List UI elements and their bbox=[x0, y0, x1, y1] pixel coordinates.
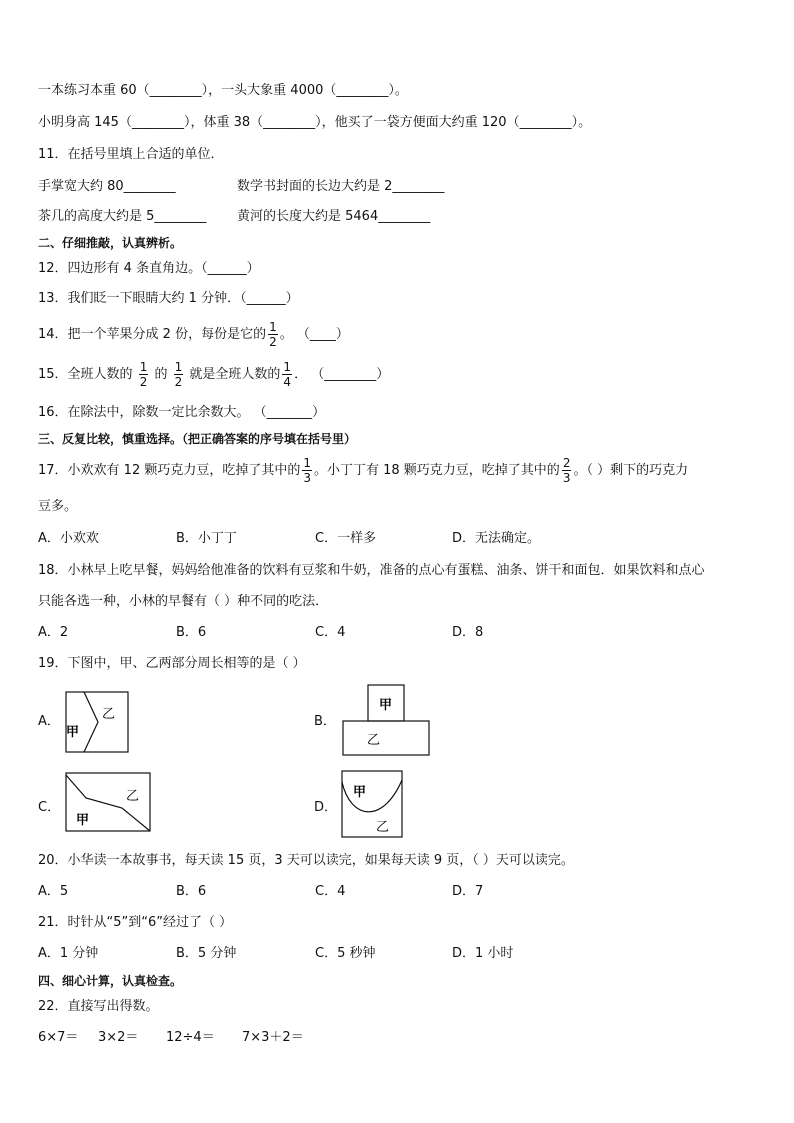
fraction-numerator: 1 bbox=[139, 360, 148, 374]
figure-d-outline bbox=[342, 771, 402, 837]
q18: 18．小林早上吃早餐，妈妈给他准备的饮料有豆浆和牛奶，准备的点心有蛋糕、油条、饼干和面包．如果饮料和点心 bbox=[38, 563, 705, 578]
fraction bbox=[139, 360, 149, 389]
fraction-denominator: 3 bbox=[303, 471, 311, 485]
q14-answer: 。 （____） bbox=[279, 327, 349, 342]
q11-item-d: 黄河的长度大约是 5464________ bbox=[237, 209, 431, 224]
q20-option-c: C．4 bbox=[315, 884, 346, 899]
q15 bbox=[38, 360, 389, 389]
q11-item-a: 手掌宽大约 80________ bbox=[38, 179, 176, 194]
q17-option-b: B．小丁丁 bbox=[176, 531, 237, 546]
q12: 12．四边形有 4 条直角边。（______） bbox=[38, 261, 260, 276]
calc-item: 3×2＝ bbox=[98, 1030, 139, 1045]
q10-line-2: 小明身高 145（________），体重 38（________），他买了一袋方便面大约重 120（________）。 bbox=[38, 115, 592, 130]
q16: 16．在除法中，除数一定比余数大。 （_______） bbox=[38, 405, 326, 420]
figure-a-outline bbox=[66, 692, 128, 752]
figure-a-jia: 甲 bbox=[66, 725, 80, 740]
figure-d bbox=[338, 768, 406, 840]
fraction bbox=[562, 456, 572, 485]
q21: 21．时针从“5”到“6”经过了（ ） bbox=[38, 915, 233, 930]
figure-b-yi: 乙 bbox=[367, 733, 381, 748]
q15-text: 的 bbox=[154, 367, 168, 382]
calc-item: 6×7＝ bbox=[38, 1030, 79, 1045]
q20-option-d: D．7 bbox=[452, 884, 484, 899]
q17-option-a: A．小欢欢 bbox=[38, 531, 99, 546]
fraction bbox=[268, 320, 278, 349]
fraction-denominator: 2 bbox=[269, 335, 277, 349]
q21-option-b: B．5 分钟 bbox=[176, 946, 237, 961]
figure-d-yi: 乙 bbox=[376, 820, 390, 835]
figure-a-yi: 乙 bbox=[102, 707, 116, 722]
q17-text: 。（ ）剩下的巧克力 bbox=[573, 463, 689, 478]
fraction-denominator: 4 bbox=[283, 375, 292, 389]
figure-b bbox=[340, 682, 432, 758]
fraction-numerator: 1 bbox=[174, 360, 183, 374]
q17-option-c: C．一样多 bbox=[315, 531, 377, 546]
q17-option-d: D．无法确定。 bbox=[452, 531, 541, 546]
q17-text: 。小丁丁有 18 颗巧克力豆，吃掉了其中的 bbox=[314, 463, 560, 478]
figure-b-jia: 甲 bbox=[379, 698, 393, 713]
figure-d-curve bbox=[342, 780, 402, 812]
figure-d-jia: 甲 bbox=[353, 785, 367, 800]
fraction bbox=[282, 360, 292, 389]
section-2-heading: 二、仔细推敲，认真辨析。 bbox=[38, 236, 183, 250]
q18-option-a: A．2 bbox=[38, 625, 69, 640]
figure-b-bottom-rect bbox=[343, 721, 429, 755]
fraction-numerator: 1 bbox=[283, 360, 292, 374]
figure-d-label: D． bbox=[314, 800, 338, 815]
q15-answer: ． （________） bbox=[294, 367, 390, 382]
q20: 20．小华读一本故事书，每天读 15 页，3 天可以读完，如果每天读 9 页，（ ）天可以读完。 bbox=[38, 853, 574, 868]
q11-item-b: 数学书封面的长边大约是 2________ bbox=[237, 179, 445, 194]
fraction-numerator: 1 bbox=[269, 320, 277, 334]
figure-c-jia: 甲 bbox=[76, 813, 90, 828]
fraction-numerator: 2 bbox=[562, 456, 571, 470]
figure-a-label: A． bbox=[38, 714, 60, 729]
figure-c-yi: 乙 bbox=[126, 789, 140, 804]
q14 bbox=[38, 320, 349, 349]
q14-text: 14．把一个苹果分成 2 份，每份是它的 bbox=[38, 327, 267, 342]
q20-option-a: A．5 bbox=[38, 884, 69, 899]
fraction bbox=[302, 456, 312, 485]
q17 bbox=[38, 456, 688, 485]
section-3-heading: 三、反复比较，慎重选择。（把正确答案的序号填在括号里） bbox=[38, 432, 357, 446]
q15-text: 15．全班人数的 bbox=[38, 367, 133, 382]
q21-option-c: C．5 秒钟 bbox=[315, 946, 376, 961]
fraction-denominator: 3 bbox=[562, 471, 571, 485]
section-4-heading: 四、细心计算，认真检查。 bbox=[38, 974, 183, 988]
calc-item: 12÷4＝ bbox=[166, 1030, 215, 1045]
q11-item-c: 茶几的高度大约是 5________ bbox=[38, 209, 207, 224]
q11-title: 11．在括号里填上合适的单位． bbox=[38, 147, 224, 162]
q13: 13．我们眨一下眼睛大约 1 分钟．（______） bbox=[38, 291, 299, 306]
figure-a bbox=[62, 688, 132, 754]
calc-item: 7×3＋2＝ bbox=[242, 1030, 304, 1045]
figure-a-divider bbox=[84, 692, 98, 752]
q15-text: 就是全班人数的 bbox=[189, 367, 281, 382]
q17-continued: 豆多。 bbox=[38, 499, 78, 514]
q18-option-d: D．8 bbox=[452, 625, 484, 640]
q22: 22．直接写出得数。 bbox=[38, 999, 159, 1014]
fraction-numerator: 1 bbox=[303, 456, 311, 470]
q10-line-1: 一本练习本重 60（________），一头大象重 4000（________）。 bbox=[38, 83, 408, 98]
figure-c-label: C． bbox=[38, 800, 61, 815]
q19: 19．下图中，甲、乙两部分周长相等的是（ ） bbox=[38, 656, 306, 671]
fraction-denominator: 2 bbox=[174, 375, 183, 389]
figure-c bbox=[62, 770, 154, 834]
q20-option-b: B．6 bbox=[176, 884, 207, 899]
q21-option-a: A．1 分钟 bbox=[38, 946, 99, 961]
q17-text: 17．小欢欢有 12 颗巧克力豆，吃掉了其中的 bbox=[38, 463, 301, 478]
q18-option-c: C．4 bbox=[315, 625, 346, 640]
figure-b-label: B． bbox=[314, 714, 336, 729]
fraction-denominator: 2 bbox=[139, 375, 148, 389]
q21-option-d: D．1 小时 bbox=[452, 946, 514, 961]
q18-option-b: B．6 bbox=[176, 625, 207, 640]
fraction bbox=[174, 360, 184, 389]
q18-continued: 只能各选一种，小林的早餐有（ ）种不同的吃法． bbox=[38, 594, 329, 609]
